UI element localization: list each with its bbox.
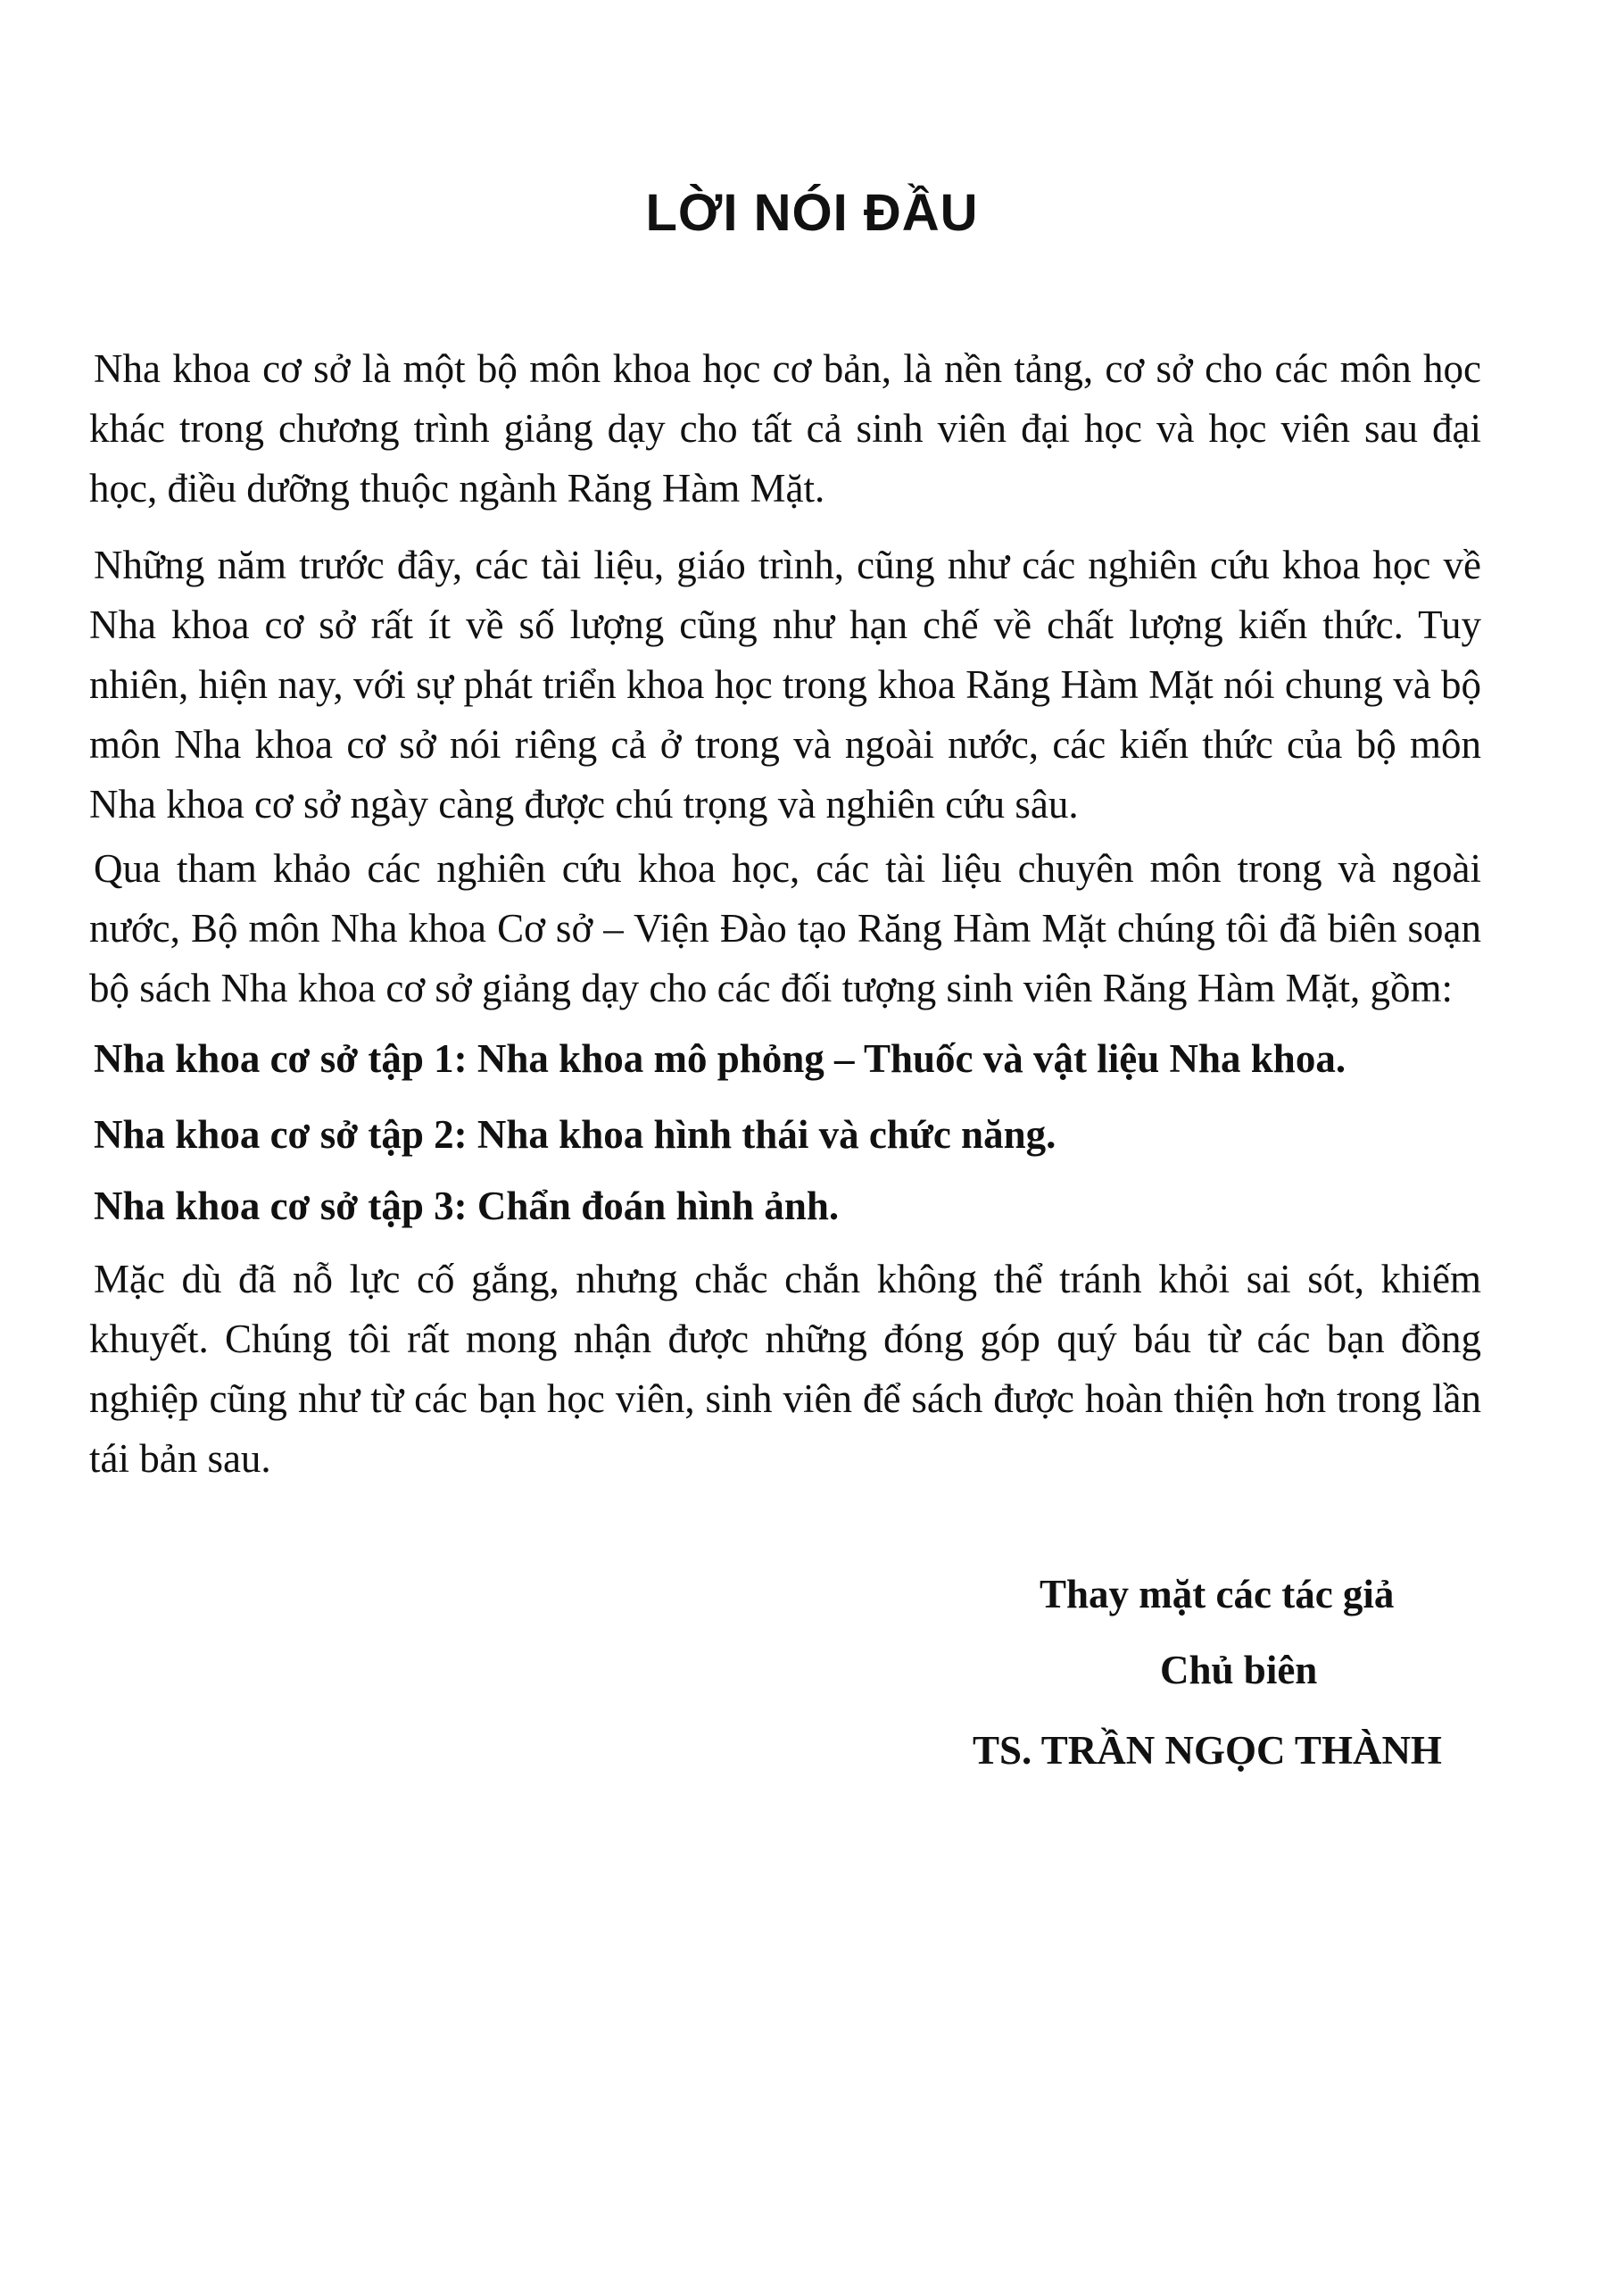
volume-item: Nha khoa cơ sở tập 2: Nha khoa hình thái và chức năng.: [94, 1112, 1056, 1157]
volume-item: Nha khoa cơ sở tập 3: Chẩn đoán hình ảnh.: [94, 1184, 840, 1228]
paragraph-background: Những năm trước đây, các tài liệu, giáo trình, cũng như các nghiên cứu khoa học về Nha khoa cơ sở rất ít về số lượng cũng như hạn chế về chất lượng kiến thức. Tuy nhiên, hiện nay, với sự phát triển khoa học trong khoa Răng Hàm Mặt nói chung và bộ môn Nha khoa cơ sở nói riêng cả ở trong và ngoài nước, các kiến thức của bộ môn Nha khoa cơ sở ngày càng được chú trọng và nghiên cứu sâu.: [89, 543, 1481, 827]
signature-role: Chủ biên: [1160, 1648, 1318, 1692]
signature-name: TS. TRẦN NGỌC THÀNH: [973, 1728, 1442, 1773]
volume-item: Nha khoa cơ sở tập 1: Nha khoa mô phỏng – Thuốc và vật liệu Nha khoa.: [94, 1036, 1346, 1081]
paragraph-intro: Nha khoa cơ sở là một bộ môn khoa học cơ bản, là nền tảng, cơ sở cho các môn học khác trong chương trình giảng dạy cho tất cả sinh viên đại học và học viên sau đại học, điều dưỡng thuộc ngành Răng Hàm Mặt.: [89, 346, 1481, 511]
signature-on-behalf: Thay mặt các tác giả: [1040, 1572, 1395, 1616]
paragraph-compilation: Qua tham khảo các nghiên cứu khoa học, các tài liệu chuyên môn trong và ngoài nước, Bộ môn Nha khoa Cơ sở – Viện Đào tạo Răng Hàm Mặt chúng tôi đã biên soạn bộ sách Nha khoa cơ sở giảng dạy cho các đối tượng sinh viên Răng Hàm Mặt, gồm:: [89, 846, 1481, 1010]
paragraph-closing: Mặc dù đã nỗ lực cố gắng, nhưng chắc chắn không thể tránh khỏi sai sót, khiếm khuyết. Chúng tôi rất mong nhận được những đóng góp quý báu từ các bạn đồng nghiệp cũng như từ các bạn học viên, sinh viên để sách được hoàn thiện hơn trong lần tái bản sau.: [89, 1257, 1481, 1481]
page-title: LỜI NÓI ĐẦU: [645, 184, 979, 242]
